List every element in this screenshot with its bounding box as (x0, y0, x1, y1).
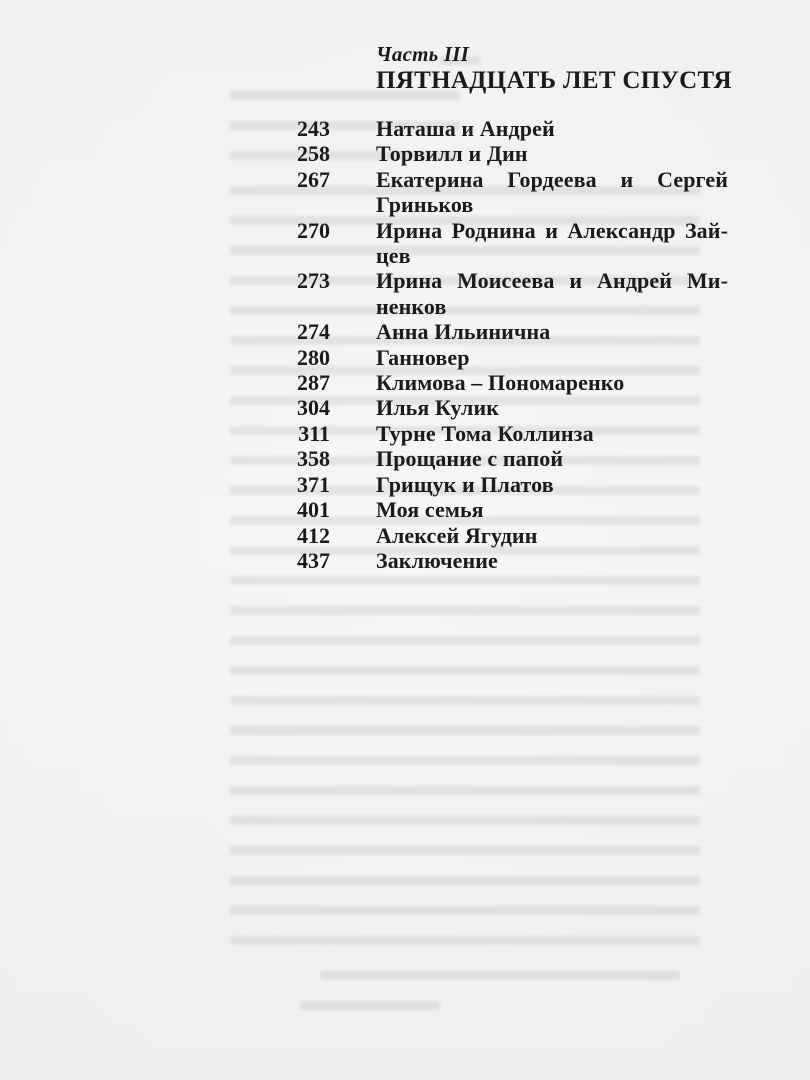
toc-page-number: 270 (297, 217, 330, 243)
toc-entry-title: Ганновер (376, 344, 470, 370)
toc-entry (270, 268, 740, 319)
toc-entry-title: Илья Кулик (376, 395, 500, 421)
toc-page-number: 267 (297, 166, 330, 192)
toc-entry (270, 345, 740, 370)
toc-page-number: 274 (297, 319, 330, 345)
toc-entry-title: Моя семья (376, 497, 484, 523)
toc-entry (270, 421, 740, 446)
toc-entry-title: Грищук и Платов (376, 471, 554, 497)
toc-page-number: 358 (297, 446, 330, 472)
part-title: ПЯТНАДЦАТЬ ЛЕТ СПУСТЯ (376, 67, 732, 94)
toc-page-number: 304 (297, 395, 330, 421)
toc-page-number: 287 (297, 370, 330, 396)
toc-entry (270, 370, 740, 395)
toc-entry (270, 523, 740, 548)
toc-entry-title: Ирина Моисеева и Андрей Ми-ненков (376, 268, 728, 319)
toc-entry-title: Торвилл и Дин (376, 141, 528, 167)
toc-entry (270, 167, 740, 218)
toc-entry-title: Климова – Пономаренко (376, 370, 625, 396)
toc-entry (270, 319, 740, 344)
toc-page-number: 311 (298, 420, 330, 446)
toc-entry (270, 218, 740, 269)
toc-entry-title: Екатерина Гордеева и Сергей Гриньков (376, 166, 728, 218)
toc-entry-title: Прощание с папой (376, 446, 564, 472)
toc-page-number: 437 (297, 547, 330, 573)
toc-entry-title: Турне Тома Коллинза (376, 420, 594, 446)
toc-entry (270, 472, 740, 497)
toc-page-number: 280 (297, 344, 330, 370)
toc-entry-title: Наташа и Андрей (376, 116, 555, 141)
toc-entry (270, 141, 740, 166)
toc-entry (270, 446, 740, 471)
toc-entry-title: Алексей Ягудин (376, 522, 538, 548)
toc-page-number: 412 (297, 522, 330, 548)
toc-page-number: 401 (297, 497, 330, 523)
toc-entry (270, 395, 740, 420)
toc-page-number: 371 (297, 471, 330, 497)
toc-entry (270, 497, 740, 522)
toc-entry-title: Заключение (376, 547, 498, 573)
part-label: Часть III (376, 42, 470, 66)
toc-page-number: 258 (297, 141, 330, 167)
toc-page-number: 273 (297, 268, 330, 294)
table-of-contents (270, 116, 740, 573)
toc-entry-title: Анна Ильинична (376, 319, 551, 345)
toc-page-number: 243 (297, 116, 330, 141)
toc-entry-title: Ирина Роднина и Александр Зай-цев (376, 217, 728, 269)
toc-entry (270, 116, 740, 141)
toc-entry (270, 548, 740, 573)
